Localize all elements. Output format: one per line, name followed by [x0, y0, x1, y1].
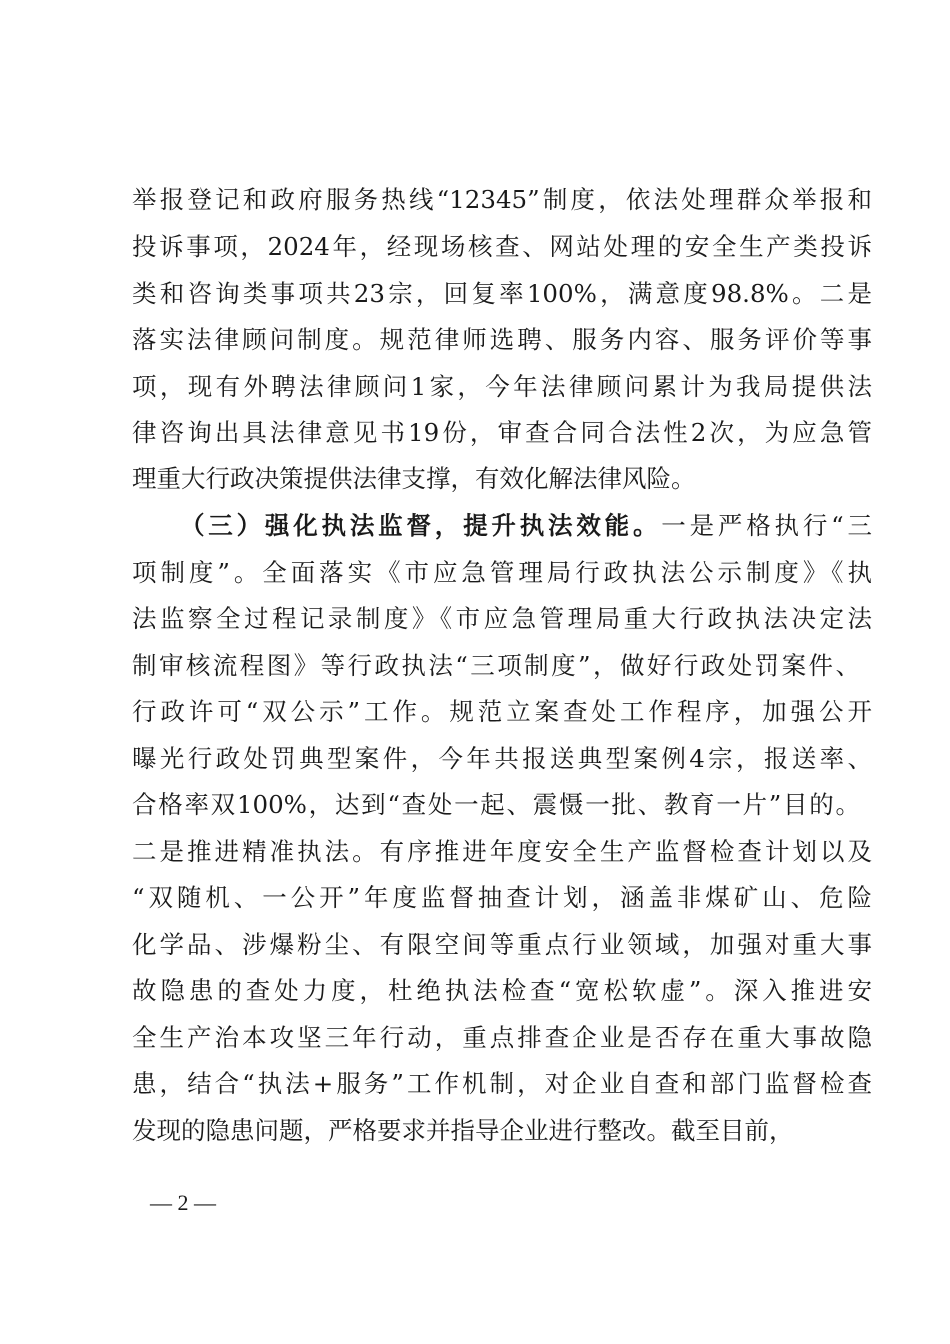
body-text-line: 律咨询出具法律意见书19份，审查合同合法性2次，为应急管 — [132, 418, 872, 447]
body-text-line: “双随机、一公开”年度监督抽查计划，涵盖非煤矿山、危险 — [132, 883, 872, 912]
section-heading: （三）强化执法监督，提升执法效能。 — [180, 511, 662, 540]
body-text-line: 二是推进精准执法。有序推进年度安全生产监督检查计划以及 — [132, 837, 872, 866]
body-text-line: 发现的隐患问题，严格要求并指导企业进行整改。截至目前， — [132, 1116, 794, 1145]
body-text-line: 行政许可“双公示”工作。规范立案查处工作程序，加强公开 — [132, 697, 872, 726]
page-number: — 2 — — [150, 1190, 216, 1215]
section-heading-line — [180, 509, 872, 543]
body-text-line: 制审核流程图》等行政执法“三项制度”，做好行政处罚案件、 — [132, 651, 860, 680]
body-text-line: 故隐患的查处力度，杜绝执法检查“宽松软虚”。深入推进安 — [132, 976, 872, 1005]
section-heading-rest: 一是严格执行“三 — [661, 511, 872, 540]
body-text-line: 理重大行政决策提供法律支撑，有效化解法律风险。 — [132, 464, 696, 493]
body-text-line: 落实法律顾问制度。规范律师选聘、服务内容、服务评价等事 — [132, 325, 872, 354]
body-text-line: 曝光行政处罚典型案件，今年共报送典型案例4宗，报送率、 — [132, 744, 872, 773]
body-text-line: 项制度”。全面落实《市应急管理局行政执法公示制度》《执 — [132, 558, 872, 587]
body-text-line: 化学品、涉爆粉尘、有限空间等重点行业领域，加强对重大事 — [132, 930, 872, 959]
body-text-line: 合格率双100%，达到“查处一起、震慑一批、教育一片”目的。 — [132, 790, 860, 819]
body-text-line: 举报登记和政府服务热线“12345”制度，依法处理群众举报和 — [132, 185, 872, 214]
body-text-line: 项，现有外聘法律顾问1家，今年法律顾问累计为我局提供法 — [132, 372, 872, 401]
body-text-line: 患，结合“执法+服务”工作机制，对企业自查和部门监督检查 — [132, 1069, 872, 1098]
body-text-line: 全生产治本攻坚三年行动，重点排查企业是否存在重大事故隐 — [132, 1023, 872, 1052]
body-text-line: 法监察全过程记录制度》《市应急管理局重大行政执法决定法 — [132, 604, 872, 633]
body-text-line: 投诉事项，2024年，经现场核查、网站处理的安全生产类投诉 — [132, 232, 872, 261]
body-text-line: 类和咨询类事项共23宗，回复率100%，满意度98.8%。二是 — [132, 279, 872, 308]
